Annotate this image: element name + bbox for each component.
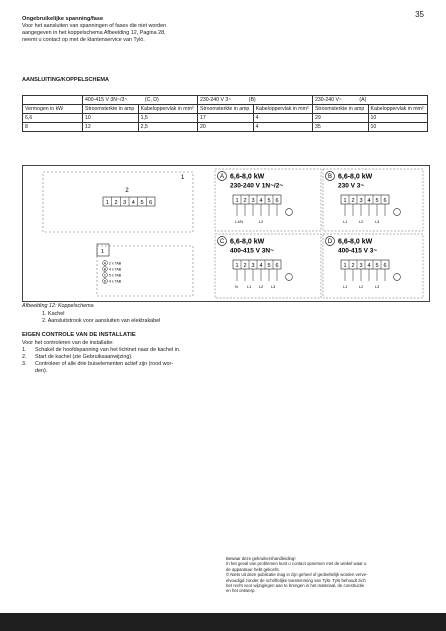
check-steps (22, 347, 252, 375)
option-voltage: 400-415 V 3N~ (230, 247, 274, 255)
table-header-cell: Stroomsterkte in amp (197, 105, 253, 114)
option-power: 6,6-8,0 kW (230, 173, 265, 181)
table-group-header (312, 96, 427, 105)
label-2: 2 (125, 188, 129, 194)
terminal-strip (233, 195, 292, 224)
footer-notice (226, 556, 431, 594)
step-number: 2. (22, 354, 27, 360)
terminal-label: 1 (343, 263, 347, 269)
table-cell: 12 (83, 123, 139, 132)
group-code: (C, D) (144, 97, 159, 103)
terminal-label: 5 (267, 198, 271, 204)
table-cell: 4 (253, 114, 312, 123)
group-code: (B) (248, 97, 256, 103)
option-voltage: 400-415 V 3~ (338, 247, 378, 255)
wire-label: L2 (359, 220, 364, 224)
step-number: 1. (22, 347, 27, 353)
terminal-label: 4 (367, 263, 371, 269)
terminal-label: 4 (367, 198, 371, 204)
option-power: 6,6-8,0 kW (338, 173, 373, 181)
terminal-label: 2 (114, 200, 118, 206)
terminal-label: 4 (259, 263, 263, 269)
step-text: den). (35, 368, 48, 374)
table-cell: 8 (23, 123, 83, 132)
option-a (215, 169, 321, 231)
page-number: 35 (415, 10, 424, 19)
label-1: 1 (181, 175, 185, 181)
table-row (23, 123, 428, 132)
heater-outline (43, 172, 193, 232)
legend-text: 4 x TAB (109, 279, 122, 284)
check-step (22, 368, 252, 375)
option-c (215, 234, 321, 298)
table-cell: 35 (312, 123, 368, 132)
connection-table (22, 95, 428, 132)
terminal-label: 1 (235, 198, 239, 204)
table-header-row (23, 105, 428, 114)
terminal-strip-main (103, 197, 155, 206)
terminal-label: 3 (123, 200, 127, 206)
check-step (22, 361, 252, 368)
terminal-label: 5 (375, 263, 379, 269)
table-header-cell: Stroomsterkte in amp (83, 105, 139, 114)
option-b (323, 169, 423, 231)
step-text: Schakel de hoofdspanning van het lichtnet naar de kachel in. (35, 347, 181, 353)
terminal-label: 6 (383, 263, 387, 269)
ground-icon (394, 209, 401, 216)
option-voltage: 230-240 V 1N~/2~ (230, 182, 284, 190)
wire-label: L3 (375, 220, 380, 224)
legend-text: 5 x TAB (109, 273, 122, 278)
check-heading: EIGEN CONTROLE VAN DE INSTALLATIE (22, 332, 136, 338)
legend-letter: A (103, 261, 107, 266)
bottom-bar (0, 613, 446, 631)
terminal-label: 4 (131, 200, 135, 206)
table-cell: 20 (197, 123, 253, 132)
step-number: 3. (22, 361, 27, 367)
table-cell: 2,5 (138, 123, 197, 132)
terminal-label: 1 (235, 263, 239, 269)
caption-item: 1. Kachel (42, 311, 65, 317)
wire-label: L2 (359, 285, 364, 289)
terminal-strip (341, 260, 400, 289)
intro-heading: Ongebruikelijke spanning/fase (22, 16, 104, 22)
table-cell: 10 (368, 114, 427, 123)
terminal-label: 3 (251, 263, 255, 269)
figure-caption: Afbeelding 12: Koppelschema (22, 303, 94, 309)
table-cell: 10 (368, 123, 427, 132)
table-header-cell: Kabeloppervlak in mm² (253, 105, 312, 114)
ground-icon (286, 274, 293, 281)
terminal-label: 3 (251, 198, 255, 204)
option-letter: B (327, 174, 333, 181)
label-1b: 1 (101, 249, 105, 255)
table-header-cell: Kabeloppervlak in mm² (138, 105, 197, 114)
terminal-label: 3 (359, 263, 363, 269)
terminal-label: 2 (351, 263, 355, 269)
intro-text (22, 23, 166, 44)
group-voltage: 230-240 V 3~ (199, 97, 232, 103)
terminal-label: 2 (243, 263, 247, 269)
table-header-cell: Vermogen in kW (23, 105, 83, 114)
terminal-label: 4 (259, 198, 263, 204)
footer-line: © Niets uit deze publicatie mag in zijn geheel of gedeeltelijk worden verve- (226, 572, 368, 578)
table-cell: 10 (83, 114, 139, 123)
table-group-header (197, 96, 312, 105)
wire-label: L1 (247, 285, 252, 289)
wiring-diagram (22, 165, 430, 302)
terminal-label: 3 (359, 198, 363, 204)
table-cell: 6,6 (23, 114, 83, 123)
terminal-strip (341, 195, 400, 224)
option-power: 6,6-8,0 kW (230, 238, 265, 246)
footer-line: en het ontwerp. (226, 588, 256, 594)
terminal-label: 1 (343, 198, 347, 204)
group-voltage: 400-415 V 3N~/3~ (85, 97, 128, 103)
terminal-label: 2 (243, 198, 247, 204)
ground-icon (286, 209, 293, 216)
table-cell-empty (23, 96, 83, 105)
caption-item: 2. Aansluitstrook voor aansluiten van elektrakabel (42, 318, 161, 324)
group-voltage: 230-240 V~ (314, 97, 342, 103)
terminal-label: 5 (375, 198, 379, 204)
option-voltage: 230 V 3~ (338, 182, 365, 190)
terminal-label: 6 (275, 263, 279, 269)
option-letter: A (219, 174, 225, 181)
table-header-cell: Kabeloppervlak in mm² (368, 105, 427, 114)
legend-letter: D (103, 279, 107, 284)
check-intro: Voor het controleren van de installatie: (22, 340, 114, 346)
caption-list (42, 311, 160, 325)
option-letter: D (327, 239, 333, 246)
intro-line: neemt u contact op met de klantenservice van Tylö. (22, 37, 145, 43)
wire-label: L2 (259, 285, 264, 289)
wire-label: L1 (343, 220, 348, 224)
table-cell: 29 (312, 114, 368, 123)
footer-line: het recht voor wijzigingen aan te brengen in het materiaal, de constructie (226, 583, 365, 589)
legend (103, 261, 122, 284)
wire-label: L2 (259, 220, 264, 224)
intro-line: aangegeven in het koppelschema Afbeelding 12, Pagina 28, (22, 30, 166, 36)
table-row (23, 114, 428, 123)
terminal-label: 6 (275, 198, 279, 204)
table-header-cell: Stroomsterkte in amp (312, 105, 368, 114)
check-step (22, 347, 252, 354)
wire-label: L3 (271, 285, 276, 289)
table-cell: 1,5 (138, 114, 197, 123)
legend-letter: B (103, 267, 107, 272)
wire-label: L1 (343, 285, 348, 289)
terminal-label: 6 (383, 198, 387, 204)
terminal-label: 2 (351, 198, 355, 204)
schema-heading: AANSLUITING/KOPPELSCHEMA (22, 77, 110, 83)
step-text: Controleer of alle drie buiselementen actief zijn (rood wor- (35, 361, 174, 367)
footer-line: de apparatuur hebt gekocht. (226, 566, 280, 572)
option-power: 6,6-8,0 kW (338, 238, 373, 246)
terminal-label: 6 (149, 200, 153, 206)
option-d (323, 234, 423, 298)
wire-label: L3 (375, 285, 380, 289)
legend-text: 2 x TAB (109, 261, 122, 266)
intro-line: Voor het aansluiten van spanningen of fases die niet worden (22, 23, 167, 29)
table-group-header-row (23, 96, 428, 105)
legend-letter: C (103, 273, 107, 278)
wiring-diagram-svg (23, 166, 429, 301)
footer-line: In het geval van problemen kunt u contact opnemen met de winkel waar u (226, 561, 367, 567)
terminal-label: 5 (267, 263, 271, 269)
terminal-strip (233, 260, 292, 289)
legend-text: 4 x TAB (109, 267, 122, 272)
terminal-label: 5 (140, 200, 144, 206)
table-cell: 4 (253, 123, 312, 132)
terminal-label: 1 (105, 200, 109, 206)
wire-label: L1/N (235, 220, 244, 224)
ground-icon (394, 274, 401, 281)
check-step (22, 354, 252, 361)
step-text: Start de kachel (zie Gebruiksaanwijzing). (35, 354, 133, 360)
table-cell: 17 (197, 114, 253, 123)
footer-line: elvoudigd zonder de schriftelijke toestemming van Tylö. Tylö behoudt zich (226, 577, 366, 583)
wire-label: N (235, 285, 238, 289)
group-code: (A) (359, 97, 367, 103)
table-group-header (83, 96, 198, 105)
footer-line: Bewaar deze gebruikershandleiding! (226, 556, 296, 561)
option-letter: C (219, 239, 225, 246)
